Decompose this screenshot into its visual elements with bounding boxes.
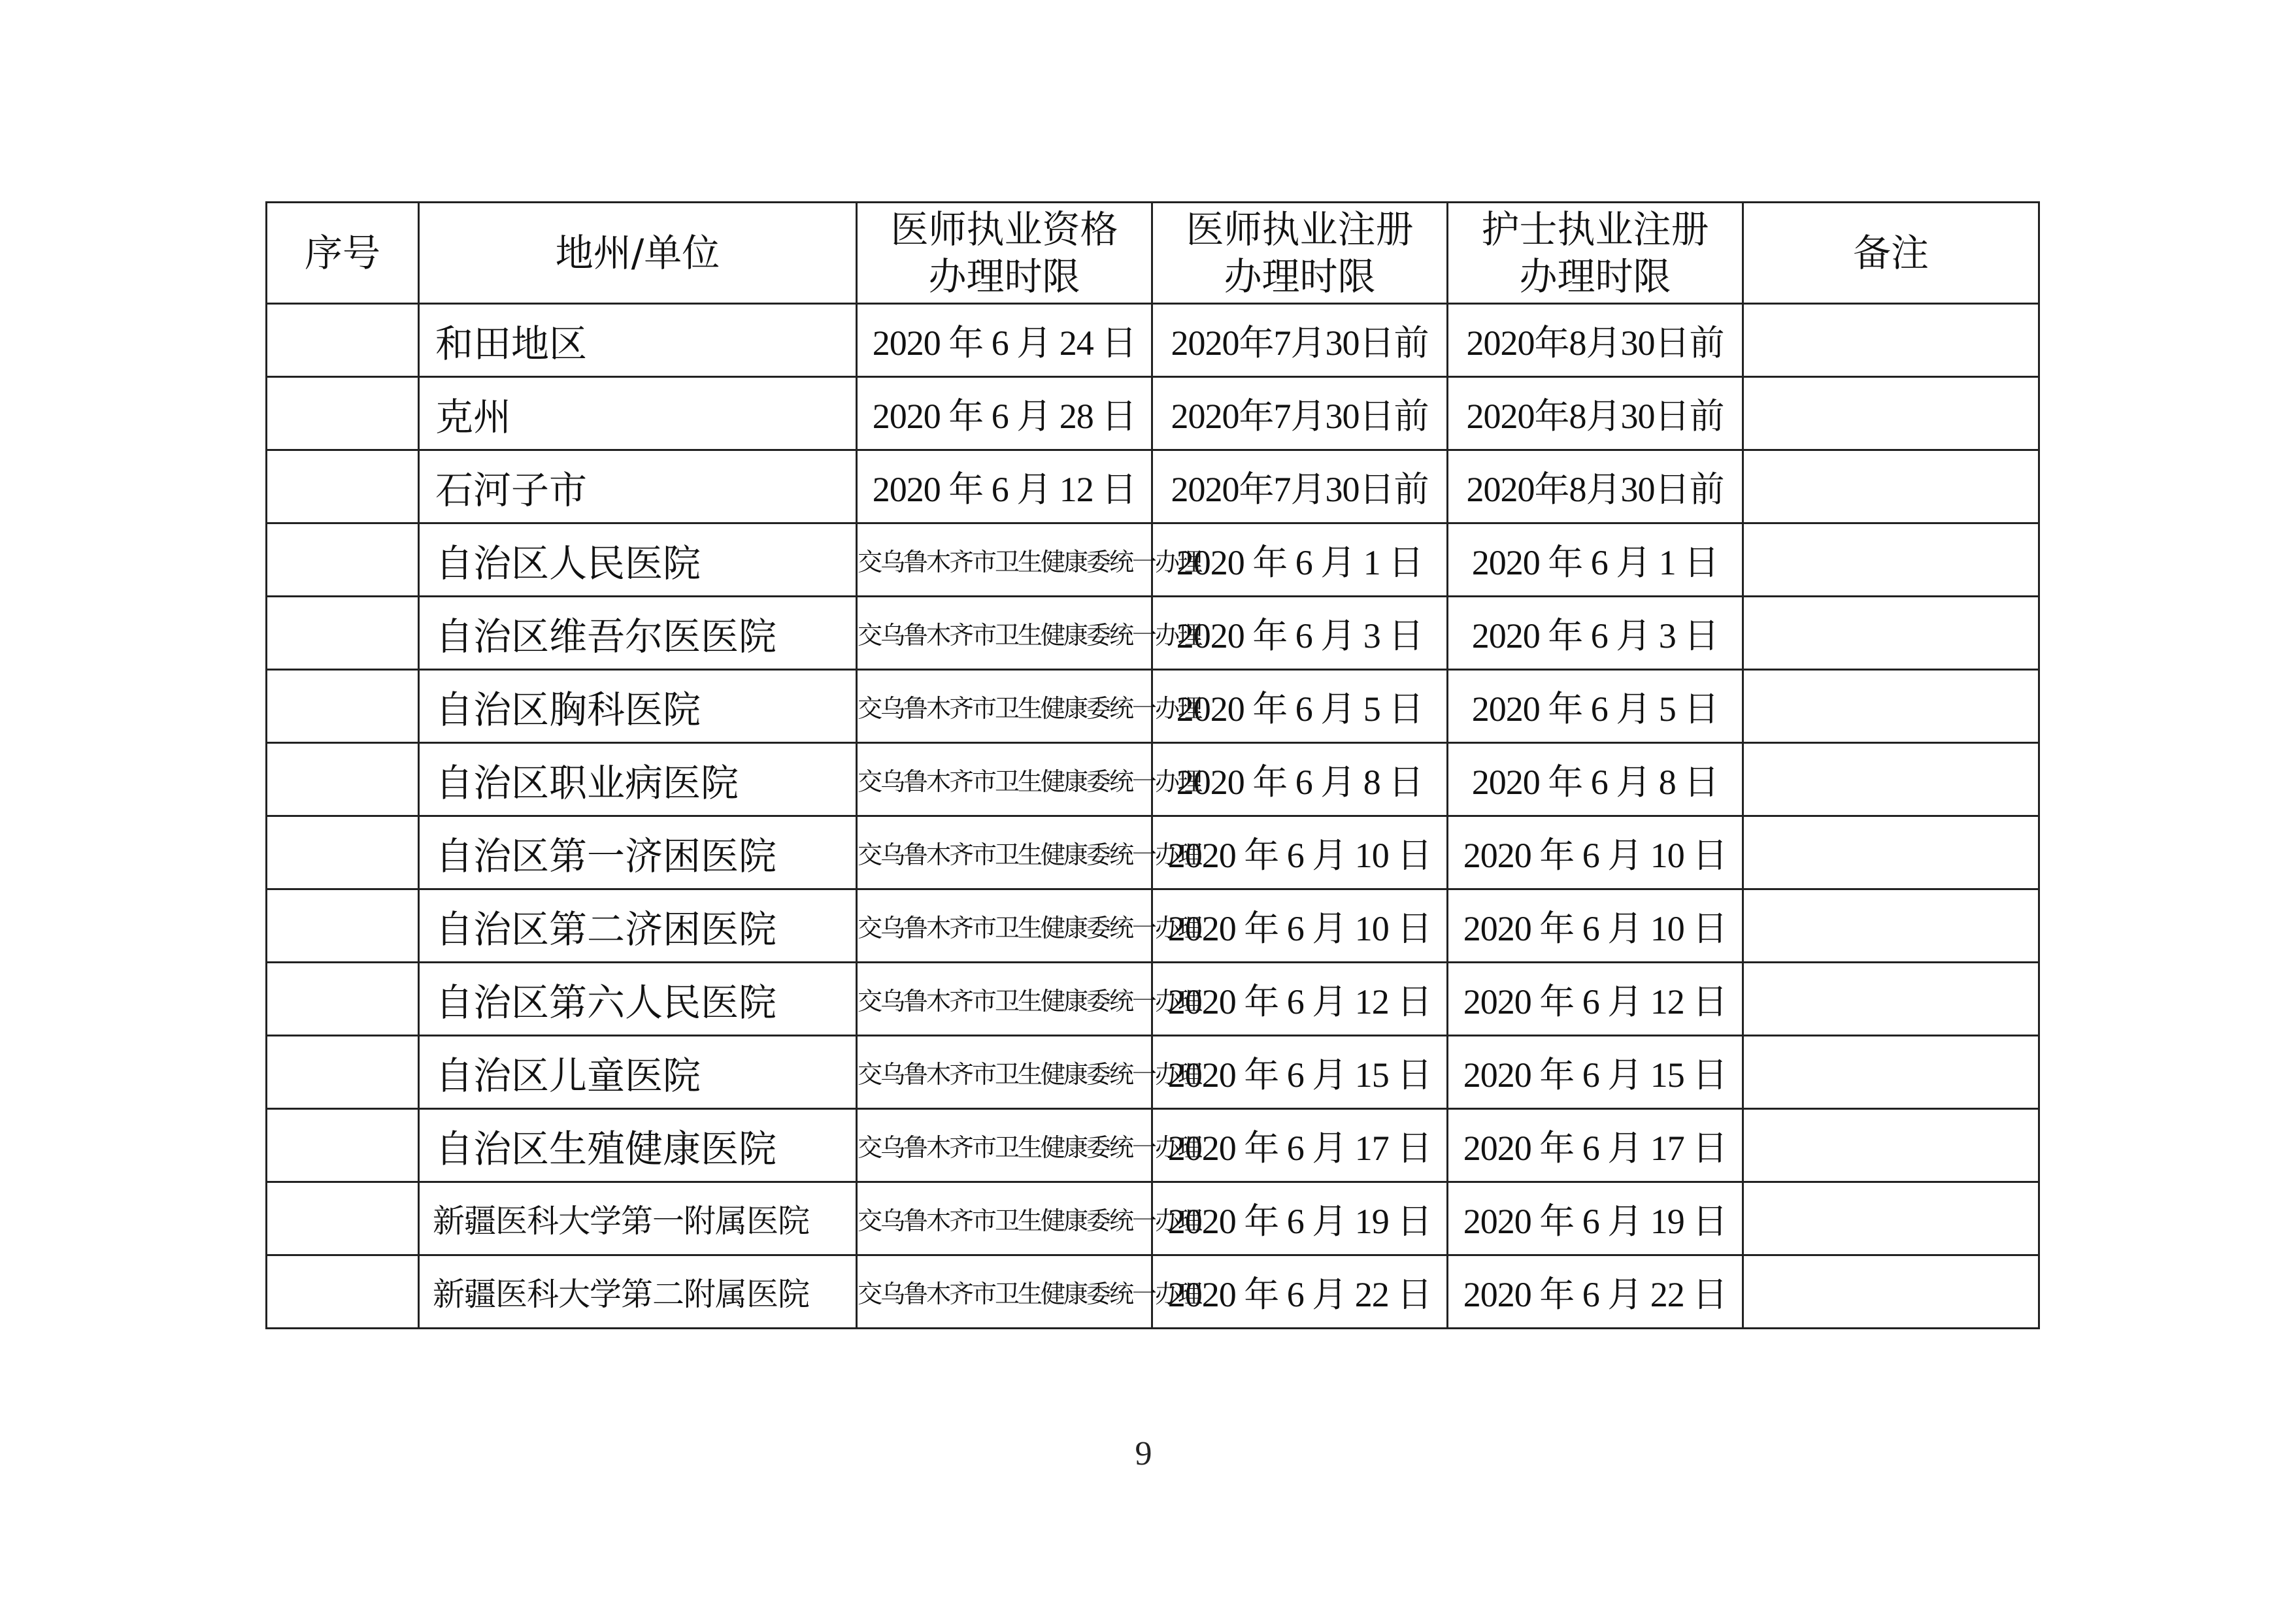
table-row — [267, 889, 2039, 963]
row-nurse-registration-deadline: 2020 年 6 月 17 日 — [1448, 1109, 1743, 1182]
row-nurse-registration-deadline: 2020 年 6 月 10 日 — [1448, 816, 1743, 889]
row-doctor-registration-deadline: 2020 年 6 月 15 日 — [1152, 1036, 1448, 1109]
table-row — [267, 450, 2039, 523]
row-seq — [267, 889, 419, 963]
row-seq — [267, 523, 419, 597]
row-seq — [267, 816, 419, 889]
row-unit: 自治区职业病医院 — [419, 743, 857, 816]
row-seq — [267, 743, 419, 816]
row-unit: 自治区维吾尔医医院 — [419, 597, 857, 670]
row-seq — [267, 450, 419, 523]
table-row — [267, 1255, 2039, 1329]
row-unit: 克州 — [419, 377, 857, 450]
header-unit: 地州/单位 — [419, 203, 857, 304]
table-row — [267, 816, 2039, 889]
row-unit: 自治区第二济困医院 — [419, 889, 857, 963]
row-doctor-registration-deadline: 2020 年 6 月 5 日 — [1152, 670, 1448, 743]
header-doctor-registration-line-1: 医师执业注册 — [1186, 207, 1414, 252]
row-remarks — [1743, 1036, 2039, 1109]
row-unit: 自治区生殖健康医院 — [419, 1109, 857, 1182]
row-nurse-registration-deadline: 2020年8月30日前 — [1448, 377, 1743, 450]
header-nurse-registration — [1448, 203, 1743, 304]
row-qualification-deadline: 交乌鲁木齐市卫生健康委统一办理 — [857, 670, 1152, 743]
row-seq — [267, 670, 419, 743]
row-unit: 自治区第六人民医院 — [419, 963, 857, 1036]
header-nurse-registration-line-1: 护士执业注册 — [1481, 207, 1709, 252]
row-remarks — [1743, 304, 2039, 377]
row-qualification-deadline: 交乌鲁木齐市卫生健康委统一办理 — [857, 816, 1152, 889]
row-remarks — [1743, 523, 2039, 597]
row-doctor-registration-deadline: 2020年7月30日前 — [1152, 377, 1448, 450]
row-qualification-deadline: 交乌鲁木齐市卫生健康委统一办理 — [857, 1109, 1152, 1182]
table-row — [267, 377, 2039, 450]
row-seq — [267, 1182, 419, 1255]
header-qualification-line-2: 办理时限 — [928, 254, 1080, 299]
row-nurse-registration-deadline: 2020 年 6 月 22 日 — [1448, 1255, 1743, 1329]
row-remarks — [1743, 1255, 2039, 1329]
header-remarks: 备注 — [1743, 203, 2039, 304]
row-doctor-registration-deadline: 2020年7月30日前 — [1152, 450, 1448, 523]
table-body — [267, 304, 2039, 1329]
row-doctor-registration-deadline: 2020 年 6 月 22 日 — [1152, 1255, 1448, 1329]
row-nurse-registration-deadline: 2020 年 6 月 15 日 — [1448, 1036, 1743, 1109]
row-nurse-registration-deadline: 2020 年 6 月 5 日 — [1448, 670, 1743, 743]
header-row — [267, 203, 2039, 304]
row-doctor-registration-deadline: 2020 年 6 月 10 日 — [1152, 889, 1448, 963]
row-nurse-registration-deadline: 2020 年 6 月 19 日 — [1448, 1182, 1743, 1255]
table-row — [267, 743, 2039, 816]
row-remarks — [1743, 670, 2039, 743]
row-doctor-registration-deadline: 2020 年 6 月 12 日 — [1152, 963, 1448, 1036]
row-qualification-deadline: 交乌鲁木齐市卫生健康委统一办理 — [857, 743, 1152, 816]
row-nurse-registration-deadline: 2020 年 6 月 8 日 — [1448, 743, 1743, 816]
row-remarks — [1743, 963, 2039, 1036]
header-qualification — [857, 203, 1152, 304]
row-seq — [267, 377, 419, 450]
row-unit: 石河子市 — [419, 450, 857, 523]
row-qualification-deadline: 交乌鲁木齐市卫生健康委统一办理 — [857, 963, 1152, 1036]
row-unit: 自治区第一济困医院 — [419, 816, 857, 889]
row-doctor-registration-deadline: 2020 年 6 月 3 日 — [1152, 597, 1448, 670]
row-qualification-deadline: 交乌鲁木齐市卫生健康委统一办理 — [857, 597, 1152, 670]
page-number: 9 — [1135, 1435, 1152, 1472]
table-header — [267, 203, 2039, 304]
row-nurse-registration-deadline: 2020 年 6 月 1 日 — [1448, 523, 1743, 597]
row-unit: 新疆医科大学第一附属医院 — [419, 1182, 857, 1255]
row-nurse-registration-deadline: 2020年8月30日前 — [1448, 450, 1743, 523]
row-seq — [267, 1109, 419, 1182]
row-seq — [267, 963, 419, 1036]
table-row — [267, 1182, 2039, 1255]
row-qualification-deadline: 2020 年 6 月 28 日 — [857, 377, 1152, 450]
header-doctor-registration-line-2: 办理时限 — [1224, 254, 1376, 299]
row-remarks — [1743, 1109, 2039, 1182]
row-seq — [267, 597, 419, 670]
row-unit: 自治区人民医院 — [419, 523, 857, 597]
row-remarks — [1743, 1182, 2039, 1255]
row-seq — [267, 304, 419, 377]
row-remarks — [1743, 889, 2039, 963]
row-doctor-registration-deadline: 2020 年 6 月 19 日 — [1152, 1182, 1448, 1255]
table-row — [267, 304, 2039, 377]
table-row — [267, 1036, 2039, 1109]
row-remarks — [1743, 816, 2039, 889]
row-remarks — [1743, 743, 2039, 816]
row-remarks — [1743, 450, 2039, 523]
row-qualification-deadline: 交乌鲁木齐市卫生健康委统一办理 — [857, 1255, 1152, 1329]
row-doctor-registration-deadline: 2020 年 6 月 10 日 — [1152, 816, 1448, 889]
row-seq — [267, 1036, 419, 1109]
header-doctor-registration — [1152, 203, 1448, 304]
row-unit: 和田地区 — [419, 304, 857, 377]
row-unit: 自治区儿童医院 — [419, 1036, 857, 1109]
row-doctor-registration-deadline: 2020 年 6 月 8 日 — [1152, 743, 1448, 816]
row-qualification-deadline: 交乌鲁木齐市卫生健康委统一办理 — [857, 1036, 1152, 1109]
row-qualification-deadline: 交乌鲁木齐市卫生健康委统一办理 — [857, 523, 1152, 597]
table-row — [267, 597, 2039, 670]
deadline-table — [265, 201, 2040, 1329]
table-row — [267, 523, 2039, 597]
row-nurse-registration-deadline: 2020 年 6 月 10 日 — [1448, 889, 1743, 963]
header-nurse-registration-line-2: 办理时限 — [1519, 254, 1671, 299]
row-doctor-registration-deadline: 2020 年 6 月 1 日 — [1152, 523, 1448, 597]
table-row — [267, 670, 2039, 743]
header-qualification-line-1: 医师执业资格 — [890, 207, 1118, 252]
row-remarks — [1743, 377, 2039, 450]
row-nurse-registration-deadline: 2020 年 6 月 3 日 — [1448, 597, 1743, 670]
header-seq: 序号 — [267, 203, 419, 304]
row-nurse-registration-deadline: 2020年8月30日前 — [1448, 304, 1743, 377]
row-remarks — [1743, 597, 2039, 670]
row-seq — [267, 1255, 419, 1329]
row-qualification-deadline: 2020 年 6 月 12 日 — [857, 450, 1152, 523]
row-qualification-deadline: 2020 年 6 月 24 日 — [857, 304, 1152, 377]
row-unit: 自治区胸科医院 — [419, 670, 857, 743]
row-qualification-deadline: 交乌鲁木齐市卫生健康委统一办理 — [857, 1182, 1152, 1255]
row-nurse-registration-deadline: 2020 年 6 月 12 日 — [1448, 963, 1743, 1036]
row-doctor-registration-deadline: 2020 年 6 月 17 日 — [1152, 1109, 1448, 1182]
row-unit: 新疆医科大学第二附属医院 — [419, 1255, 857, 1329]
row-qualification-deadline: 交乌鲁木齐市卫生健康委统一办理 — [857, 889, 1152, 963]
table-row — [267, 963, 2039, 1036]
row-doctor-registration-deadline: 2020年7月30日前 — [1152, 304, 1448, 377]
table-row — [267, 1109, 2039, 1182]
